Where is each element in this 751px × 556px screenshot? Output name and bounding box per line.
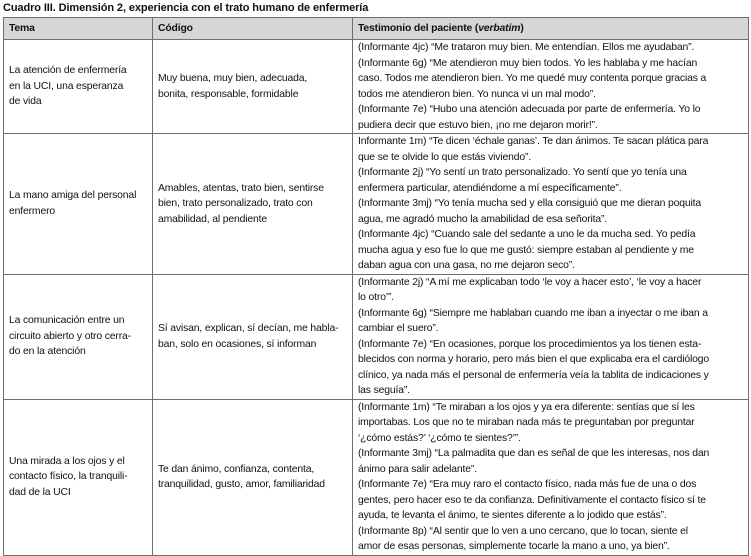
tema-line: enfermero bbox=[9, 205, 56, 217]
header-row bbox=[4, 18, 749, 40]
table-row bbox=[4, 40, 749, 134]
tema-line: en la UCI, una esperanza bbox=[9, 80, 124, 92]
testimonio-line: lo otro’”. bbox=[358, 292, 395, 303]
testimonio-line: (Informante 7e) “Era muy raro el contacto físico, nada más fue de una o dos bbox=[358, 479, 697, 490]
cell-testimonio bbox=[353, 274, 749, 399]
table-row bbox=[4, 274, 749, 399]
testimonio-line: cambiar el suero”. bbox=[358, 323, 439, 334]
header-testimonio-suffix: ) bbox=[520, 22, 524, 34]
cell-tema bbox=[4, 399, 153, 555]
cell-testimonio bbox=[353, 40, 749, 134]
cell-testimonio bbox=[353, 134, 749, 275]
testimonio-line: (Informante 7e) “En ocasiones, porque los procedimientos ya los tienen esta- bbox=[358, 338, 702, 350]
codigo-line: amabilidad, al pendiente bbox=[158, 213, 268, 225]
cell-tema bbox=[4, 274, 153, 399]
testimonio-line: (Informante 6g) “Me atendieron muy bien todos. Yo les hablaba y me hacían bbox=[358, 57, 698, 69]
header-testimonio-prefix: Testimonio del paciente ( bbox=[358, 22, 479, 34]
testimonio-line: blecidos con norma y horario, pero más bien el que explicaba era el cardiólogo bbox=[358, 354, 710, 365]
testimonio-line: mucha agua y eso fue lo que me gustó: siempre estaban al pendiente y me bbox=[358, 244, 694, 256]
codigo-line: Amables, atentas, trato bien, sentirse bbox=[158, 182, 324, 194]
tema-line: circuito abierto y otro cerra- bbox=[9, 330, 131, 342]
testimonio-line: todos me atendieron bien. Yo nunca vi un mal modo”. bbox=[358, 88, 596, 100]
codigo-line: tranquilidad, gusto, amor, familiaridad bbox=[158, 479, 325, 490]
header-tema: Tema bbox=[4, 18, 153, 40]
testimonio-line: daban agua con una gasa, no me dejaron seco”. bbox=[358, 260, 575, 271]
testimonio-line: que se te olvide lo que estás viviendo”. bbox=[358, 151, 532, 163]
tema-line: La mano amiga del personal bbox=[9, 190, 137, 202]
cell-tema bbox=[4, 134, 153, 275]
testimonio-line: (Informante 4jc) “Cuando sale del sedante a uno le da mucha sed. Yo pedía bbox=[358, 229, 696, 240]
testimony-table bbox=[3, 17, 749, 556]
cell-codigo bbox=[153, 274, 353, 399]
codigo-line: bien, trato personalizado, trato con bbox=[158, 198, 313, 209]
codigo-line: Sí avisan, explican, sí decían, me habla- bbox=[158, 323, 339, 334]
testimonio-line: (Informante 4jc) “Me trataron muy bien. Me entendían. Ellos me ayudaban”. bbox=[358, 42, 695, 53]
tema-line: La comunicación entre un bbox=[9, 315, 125, 327]
cell-codigo bbox=[153, 399, 353, 555]
codigo-line: Te dan ánimo, confianza, contenta, bbox=[158, 463, 315, 475]
cell-codigo bbox=[153, 134, 353, 275]
testimonio-line: gentes, pero hacer eso te da confianza. Definitivamente el contacto físico sí te bbox=[358, 494, 706, 506]
testimonio-line: pudiera decir que estuvo bien, ¡no me dejaron morir!”. bbox=[358, 119, 598, 131]
testimonio-line: amor de esas personas, simplemente tocarle la mano a uno, ya bien”. bbox=[358, 541, 670, 552]
testimonio-line: ánimo para salir adelante”. bbox=[358, 463, 477, 475]
tema-line: de vida bbox=[9, 96, 42, 108]
testimonio-line: agua, me agradó mucho la amabilidad de esa señorita”. bbox=[358, 213, 608, 225]
cell-tema bbox=[4, 40, 153, 134]
codigo-line: Muy buena, muy bien, adecuada, bbox=[158, 73, 308, 84]
testimonio-line: enfermera particular, atendiéndome a mí específicamente”. bbox=[358, 182, 622, 194]
codigo-line: bonita, responsable, formidable bbox=[158, 88, 299, 100]
testimonio-line: (Informante 3mj) “La palmadita que dan es señal de que les interesas, nos dan bbox=[358, 448, 710, 459]
table-caption: Cuadro III. Dimensión 2, experiencia con el trato humano de enfermería bbox=[3, 2, 369, 14]
testimonio-line: Informante 1m) “Te dicen ‘échale ganas’. Te dan ánimos. Te sacan plática para bbox=[358, 136, 709, 147]
testimonio-line: (Informante 2j) “Yo sentí un trato personalizado. Yo sentí que yo tenía una bbox=[358, 167, 687, 178]
testimonio-line: caso. Todos me atendieron bien. Yo me quedé muy contenta porque gracias a bbox=[358, 73, 707, 84]
testimonio-line: (Informante 7e) “Hubo una atención adecuada por parte de enfermería. Yo lo bbox=[358, 104, 701, 115]
testimonio-line: (Informante 1m) “Te miraban a los ojos y ya era diferente: sentías que sí les bbox=[358, 401, 695, 413]
testimonio-line: importabas. Los que no te miraban nada más te preguntaban por preguntar bbox=[358, 417, 695, 428]
tema-line: contacto físico, la tranquili- bbox=[9, 471, 128, 483]
testimonio-line: clínico, ya nada más el personal de enfermería veía la tablita de indicaciones y bbox=[358, 369, 709, 381]
testimonio-line: (Informante 8p) “Al sentir que lo ven a uno cercano, que lo tocan, siente el bbox=[358, 525, 688, 537]
testimonio-line: ayuda, te levanta el ánimo, te sientes diferente a lo jodido que estás”. bbox=[358, 510, 667, 521]
tema-line: Una mirada a los ojos y el bbox=[9, 455, 125, 467]
tema-line: dad de la UCI bbox=[9, 486, 71, 498]
tema-line: do en la atención bbox=[9, 346, 86, 358]
testimonio-line: (Informante 2j) “A mí me explicaban todo ‘le voy a hacer esto’, ‘le voy a hacer bbox=[358, 276, 702, 288]
cell-codigo bbox=[153, 40, 353, 134]
testimonio-line: ‘¿cómo estás?’ ‘¿cómo te sientes?’”. bbox=[358, 432, 521, 444]
testimonio-line: (Informante 3mj) “Yo tenía mucha sed y ella consiguió que me dieran poquita bbox=[358, 198, 702, 209]
cell-testimonio bbox=[353, 399, 749, 555]
codigo-line: ban, solo en ocasiones, sí informan bbox=[158, 338, 317, 350]
header-testimonio-italic: verbatim bbox=[478, 22, 521, 34]
testimonio-line: (Informante 6g) “Siempre me hablaban cuando me iban a inyectar o me iban a bbox=[358, 307, 708, 319]
table-row bbox=[4, 399, 749, 555]
tema-line: La atención de enfermería bbox=[9, 65, 127, 77]
header-testimonio bbox=[353, 18, 749, 40]
table-row bbox=[4, 134, 749, 275]
testimonio-line: las seguía”. bbox=[358, 385, 410, 396]
header-codigo: Código bbox=[153, 18, 353, 40]
